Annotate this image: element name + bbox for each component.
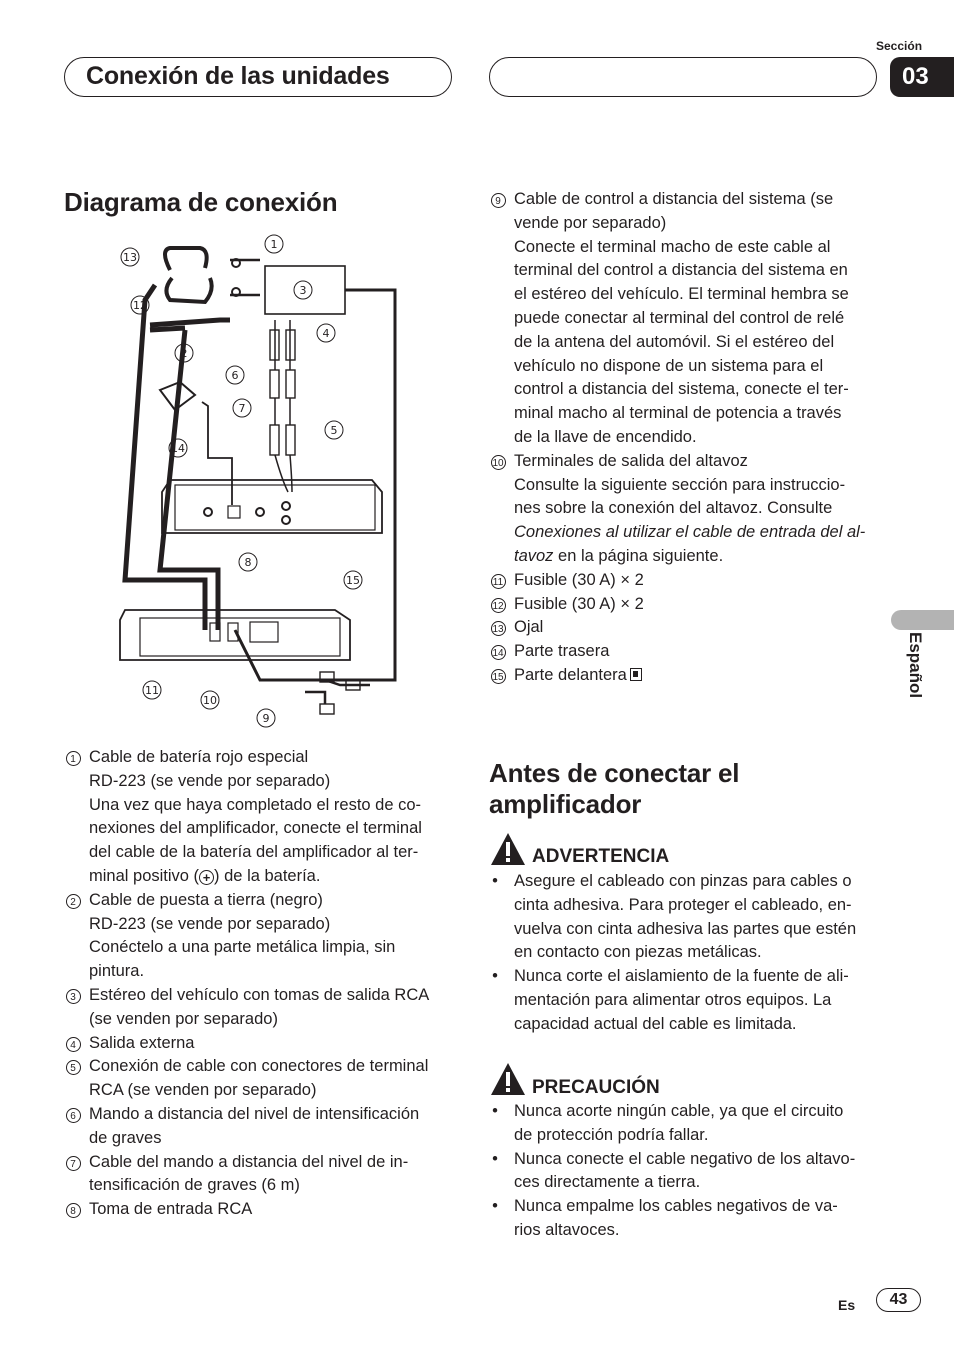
- item-line: RD-223 (se vende por separado): [89, 914, 331, 933]
- diagram-label-9: 9: [262, 712, 270, 725]
- item-line: Toma de entrada RCA: [89, 1200, 253, 1219]
- diagram-label-11: 11: [145, 684, 159, 697]
- diagram-label-1: 1: [270, 238, 278, 251]
- diagram-label-12: 12: [133, 299, 147, 312]
- legend-item: [489, 593, 884, 617]
- item-number: 13: [491, 621, 506, 636]
- heading-diagrama: Diagrama de conexión: [64, 187, 338, 217]
- item-line: Estéreo del vehículo con tomas de salida RCA: [89, 985, 430, 1004]
- legend-item: [64, 1151, 454, 1199]
- caution-triangle-icon: [490, 1062, 526, 1096]
- legend-item: [64, 1055, 454, 1103]
- item-number: 6: [66, 1108, 81, 1123]
- legend-item: [64, 984, 454, 1032]
- legend-item: [64, 1103, 454, 1151]
- page-number: 43: [876, 1288, 921, 1312]
- legend-item: [489, 664, 884, 688]
- item-line: nes sobre la conexión del altavoz. Consulte: [514, 499, 833, 518]
- item-line: de la llave de encendido.: [514, 427, 697, 446]
- item-line: Una vez que haya completado el resto de co-: [89, 795, 422, 814]
- item-line: Conecte el terminal macho de este cable al: [514, 237, 831, 256]
- item-line: minal positivo (: [89, 866, 200, 885]
- section-label: Sección: [876, 39, 923, 53]
- diagram-label-2: 2: [180, 347, 188, 360]
- item-line: RCA (se venden por separado): [89, 1081, 317, 1100]
- caution-bullet: • Nunca conecte el cable negativo de los altavo- ces directamente a tierra.: [492, 1149, 856, 1192]
- item-line: de graves: [89, 1128, 162, 1147]
- item-line: ) de la batería.: [214, 866, 321, 885]
- legend-item: [489, 569, 884, 593]
- item-number: 2: [66, 894, 81, 909]
- item-number: 1: [66, 751, 81, 766]
- legend-item: [64, 746, 454, 889]
- item-number: 7: [66, 1156, 81, 1171]
- item-line: puede conectar al terminal del control de relé: [514, 308, 845, 327]
- warning-title: ADVERTENCIA: [532, 846, 670, 867]
- heading-antes: Antes de conectar el amplificador: [489, 758, 740, 819]
- item-line: (se venden por separado): [89, 1009, 278, 1028]
- item-number: 8: [66, 1203, 81, 1218]
- item-line: del cable de la batería del amplificador al ter-: [89, 843, 419, 862]
- caution-title: PRECAUCIÓN: [532, 1077, 660, 1098]
- item-line: vende por separado): [514, 213, 667, 232]
- warning-bullet: • Nunca corte el aislamiento de la fuente de ali- mentación para alimentar otros equipos. La capacidad actual del cable es limitada.: [492, 967, 849, 1033]
- diagram-label-15: 15: [346, 574, 360, 587]
- diagram-label-14: 14: [171, 442, 185, 455]
- item-line: Cable de control a distancia del sistema (se: [514, 190, 834, 208]
- item-line-italic: Conexiones al utilizar el cable de entrada del al-: [514, 523, 866, 542]
- diagram-label-8: 8: [244, 556, 252, 569]
- item-number: 4: [66, 1037, 81, 1052]
- item-number: 15: [491, 669, 506, 684]
- item-line: RD-223 (se vende por separado): [89, 771, 331, 790]
- item-line-italic: tavoz: [514, 546, 554, 565]
- item-line: Fusible (30 A) × 2: [514, 594, 644, 613]
- item-line: Ojal: [514, 618, 544, 637]
- header-blank-frame: [489, 57, 877, 97]
- item-line: en la página siguiente.: [553, 546, 724, 565]
- legend-item: [64, 1198, 454, 1222]
- item-number: 9: [491, 193, 506, 208]
- diagram-label-10: 10: [203, 694, 217, 707]
- caution-bullet: • Nunca empalme los cables negativos de va- rios altavoces.: [492, 1197, 838, 1239]
- legend-item: [64, 889, 454, 984]
- item-number: 10: [491, 455, 506, 470]
- diagram-label-5: 5: [330, 424, 338, 437]
- warning-triangle-icon: [490, 832, 526, 866]
- item-number: 5: [66, 1060, 81, 1075]
- item-line: pintura.: [89, 962, 145, 981]
- connection-diagram: [110, 230, 400, 735]
- item-line: terminal del control a distancia del sistema en: [514, 261, 848, 280]
- diagram-label-6: 6: [231, 369, 239, 382]
- item-line: tensificación de graves (6 m): [89, 1176, 300, 1195]
- legend-item: [64, 1032, 454, 1056]
- legend-item: [489, 616, 884, 640]
- item-line: Terminales de salida del altavoz: [514, 451, 748, 470]
- item-line: Consulte la siguiente sección para instruccio-: [514, 475, 846, 494]
- legend-list-right: [489, 188, 884, 688]
- legend-list-left: [64, 746, 454, 1222]
- end-of-section-icon: [630, 668, 642, 681]
- item-line: nexiones del amplificador, conecte el terminal: [89, 819, 422, 838]
- item-line: Conexión de cable con conectores de terminal: [89, 1057, 429, 1076]
- diagram-label-7: 7: [238, 402, 246, 415]
- item-line: Mando a distancia del nivel de intensificación: [89, 1104, 420, 1123]
- legend-item: [489, 450, 884, 569]
- page-header-title: Conexión de las unidades: [86, 62, 390, 90]
- item-number: 3: [66, 989, 81, 1004]
- item-line: el estéreo del vehículo. El terminal hembra se: [514, 285, 849, 304]
- diagram-label-4: 4: [322, 327, 330, 340]
- item-line: Cable del mando a distancia del nivel de in-: [89, 1152, 409, 1171]
- item-number: 11: [491, 574, 506, 589]
- item-number: 12: [491, 598, 506, 613]
- item-line: minal macho al terminal de potencia a través: [514, 404, 842, 423]
- plus-terminal-icon: +: [199, 870, 214, 885]
- caution-list: [489, 1100, 884, 1243]
- item-line: Salida externa: [89, 1033, 195, 1052]
- item-line: vehículo no dispone de un sistema para el: [514, 356, 824, 375]
- warning-bullet: • Asegure el cableado con pinzas para cables o cinta adhesiva. Para proteger el cableado, en- vuelva con cinta adhesiva las partes que estén en contacto con piezas metálicas.: [492, 872, 857, 962]
- item-line: Parte trasera: [514, 642, 610, 661]
- item-line: Fusible (30 A) × 2: [514, 570, 644, 589]
- footer-language: Es: [838, 1297, 856, 1313]
- item-line: Conéctelo a una parte metálica limpia, sin: [89, 938, 396, 957]
- caution-bullet: • Nunca acorte ningún cable, ya que el circuito de protección podría fallar.: [492, 1102, 844, 1144]
- item-number: 14: [491, 645, 506, 660]
- item-line: Cable de puesta a tierra (negro): [89, 890, 323, 909]
- item-line: Cable de batería rojo especial: [89, 748, 309, 766]
- language-label: Español: [906, 632, 925, 699]
- legend-item: [489, 640, 884, 664]
- section-number-badge: 03: [890, 57, 954, 97]
- item-line: control a distancia del sistema, conecte el ter-: [514, 380, 849, 399]
- item-line: Parte delantera: [514, 665, 627, 684]
- language-tab: [891, 610, 954, 630]
- diagram-label-13: 13: [123, 251, 137, 264]
- warning-list: [489, 870, 884, 1037]
- item-line: de la antena del automóvil. Si el estéreo del: [514, 332, 835, 351]
- diagram-label-3: 3: [299, 284, 307, 297]
- legend-item: [489, 188, 884, 450]
